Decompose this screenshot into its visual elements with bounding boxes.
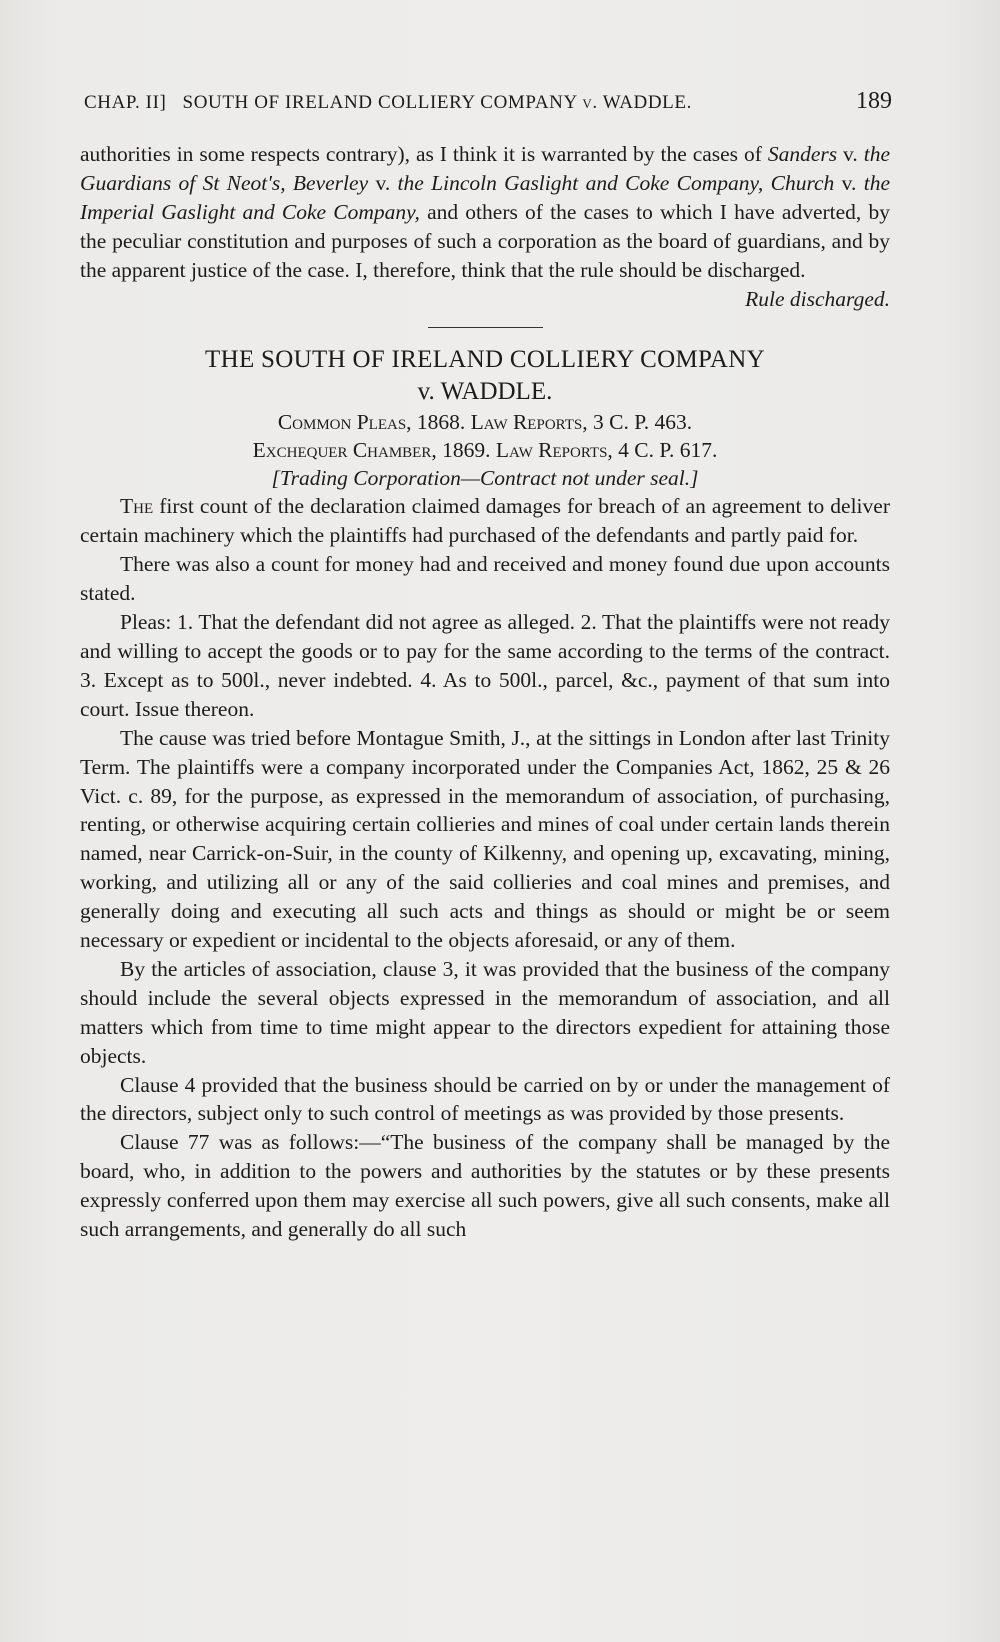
paragraph-pleas: Pleas: 1. That the defendant did not agree as alleged. 2. That the plaintiffs were not ready and willing to accept the goods or to pay for the same according to the terms of the contract. 3. Except as to 500l., never indebted. 4. As to 500l., parcel, &c., payment of that sum into court. Issue thereon. — [80, 610, 890, 721]
paragraph-declaration — [80, 492, 890, 550]
headnote-text: [Trading Corporation—Contract not under seal.] — [271, 466, 699, 491]
rule-discharged: Rule discharged. — [745, 286, 890, 311]
paragraph-count: There was also a count for money had and received and money found due upon accounts stated. — [80, 552, 890, 606]
header-title: SOUTH OF IRELAND COLLIERY COMPANY v. WADDLE. — [182, 92, 692, 113]
running-header — [84, 88, 892, 115]
case-versus-line: v. WADDLE. — [417, 378, 553, 406]
headnote — [80, 464, 890, 492]
text-run: v. — [837, 142, 864, 166]
report-citation-exchequer: Exchequer Chamber, 1869. Law Reports, 4 C. P. 617. — [252, 438, 718, 463]
paragraph-clause-4: Clause 4 provided that the business should be carried on by or under the management of the directors, subject only to such control of meetings as was provided by those presents. — [80, 1072, 890, 1126]
paragraph-articles: By the articles of association, clause 3, it was provided that the business of the company should include the several objects expressed in the memorandum of association, and all matters which from time to time might appear to the directors expedient for attaining those objects. — [80, 956, 890, 1068]
case-name: the Guardians of St Neot's, Beverley — [80, 142, 891, 195]
text-run: first count of the declaration claimed damages for breach of an agreement to deliver certain machinery which the plaintiffs had purchased of the defendants and partly paid for. — [80, 494, 890, 548]
text-run: authorities in some respects contrary), as I think it is warranted by the cases of — [80, 142, 768, 166]
paragraph-trial: The cause was tried before Montague Smith, J., at the sittings in London after last Trinity Term. The plaintiffs were a company incorporated under the Companies Act, 1862, 25 & 26 Vict. c. 89, for the purpose, as expressed in the memorandum of association, of purchasing, renting, or otherwise acquiring certain collieries and mines of coal under certain lands therein named, near Carrick-on-Suir, in the county of Kilkenny, and opening up, excavating, mining, working, and utilizing all or any of the said collieries and coal mines and premises, and generally doing and executing all such acts and things as should or might be or seem necessary or expedient or incidental to the objects aforesaid, or any of them. — [80, 725, 890, 953]
running-header-title — [84, 92, 692, 114]
section-divider — [428, 327, 543, 328]
page-body — [80, 140, 890, 1244]
case-title: THE SOUTH OF IRELAND COLLIERY COMPANY — [205, 346, 765, 374]
lead-word: The — [120, 494, 154, 519]
page-number: 189 — [856, 88, 892, 114]
paragraph-clause-77: Clause 77 was as follows:—“The business of the company shall be managed by the board, who, in addition to the powers and authorities by the statutes or by these presents expressly conferred upon them may exercise all such powers, give all such consents, make all such arrangements, and generally do all such — [80, 1130, 890, 1242]
chapter-label: CHAP. II] — [84, 92, 167, 113]
text-run: v. — [368, 170, 398, 195]
case-name: the Imperial Gaslight and Coke Company, — [80, 170, 890, 224]
text-run: v. — [834, 170, 864, 195]
text-run: and others of the cases to which I have adverted, by the peculiar constitution and purposes of such a corporation as the board of guardians, and by the apparent justice of the case. I, therefore, think that the rule should be discharged. — [80, 199, 890, 282]
case-name: the Lincoln Gaslight and Coke Company, Church — [397, 170, 835, 195]
case-name: Sanders — [767, 142, 838, 166]
report-citation-common-pleas: Common Pleas, 1868. Law Reports, 3 C. P. 463. — [277, 410, 693, 435]
carryover-paragraph — [80, 140, 890, 285]
